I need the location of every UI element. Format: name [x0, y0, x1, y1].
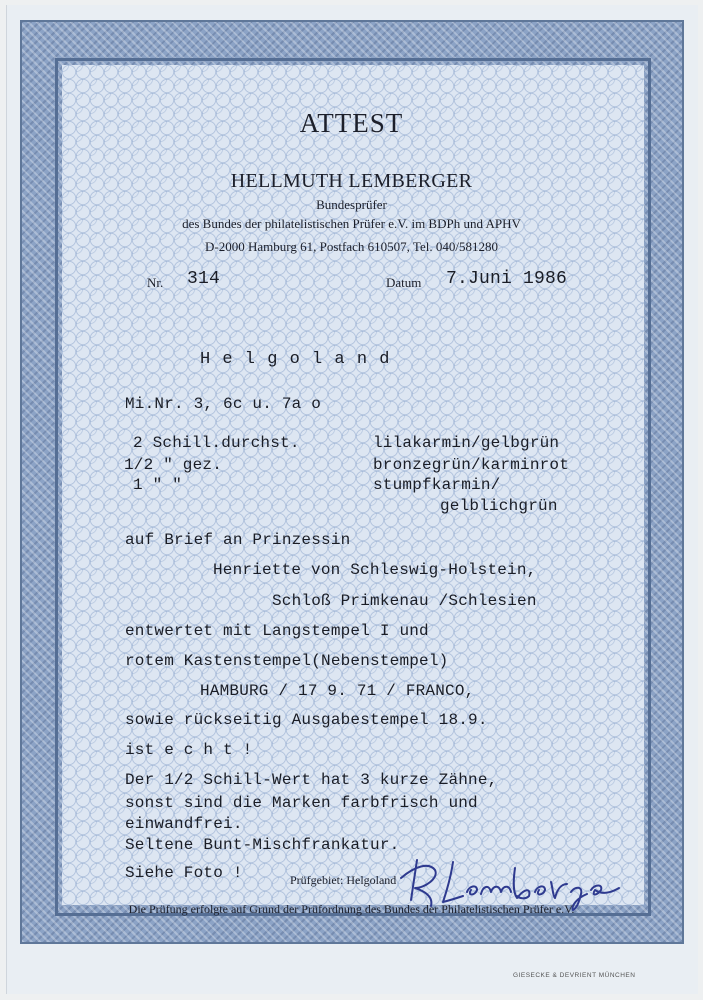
text-line: sowie rückseitig Ausgabestempel 18.9. [125, 711, 488, 729]
text-line: Henriette von Schleswig-Holstein, [213, 561, 537, 579]
text-line: sonst sind die Marken farbfrisch und [125, 794, 478, 812]
date-label: Datum [386, 275, 422, 290]
stamp-value: 2 Schill.durchst. [133, 434, 300, 452]
postmark-text: HAMBURG / 17 9. 71 / FRANCO, [200, 682, 475, 700]
number-value: 314 [187, 269, 221, 289]
stamp-color: gelblichgrün [440, 497, 558, 515]
date-value: 7.Juni 1986 [446, 269, 568, 289]
text-line: Der 1/2 Schill-Wert hat 3 kurze Zähne, [125, 771, 498, 789]
text-line: rotem Kastenstempel(Nebenstempel) [125, 652, 449, 670]
catalog-numbers: Mi.Nr. 3, 6c u. 7a o [125, 395, 322, 413]
footer-note: Die Prüfung erfolgte auf Grund der Prüfordnung des Bundes der Philatelistischen Prüfer e.V. [128, 902, 575, 916]
certificate-title: ATTEST [299, 108, 404, 138]
text-line: Schloß Primkenau /Schlesien [272, 592, 537, 610]
stamp-color: bronzegrün/karminrot [373, 456, 570, 474]
genuine-statement: ist e c h t ! [125, 741, 253, 759]
territory: H e l g o l a n d [200, 350, 391, 369]
stamp-color: stumpfkarmin/ [373, 476, 501, 494]
text-line: Siehe Foto ! [125, 864, 243, 882]
issuer-address: D-2000 Hamburg 61, Postfach 610507, Tel. 040/581280 [205, 239, 498, 254]
issuer-name: HELLMUTH LEMBERGER [230, 170, 473, 192]
issuer-role: Bundesprüfer [316, 197, 387, 212]
text-line: einwandfrei. [125, 815, 243, 833]
stamp-value: 1/2 " gez. [124, 456, 223, 474]
text-line: auf Brief an Prinzessin [125, 531, 351, 549]
text-line: entwertet mit Langstempel I und [125, 622, 429, 640]
issuer-association: des Bundes der philatelistischen Prüfer e.V. im BDPh und APHV [182, 216, 521, 231]
stamp-value: 1 " " [133, 476, 183, 494]
scope-label: Prüfgebiet: Helgoland [290, 873, 397, 887]
text-line: Seltene Bunt-Mischfrankatur. [125, 836, 400, 854]
number-label: Nr. [147, 275, 164, 290]
printer-imprint: GIESECKE & DEVRIENT MÜNCHEN [513, 972, 636, 979]
stamp-color: lilakarmin/gelbgrün [373, 434, 560, 452]
